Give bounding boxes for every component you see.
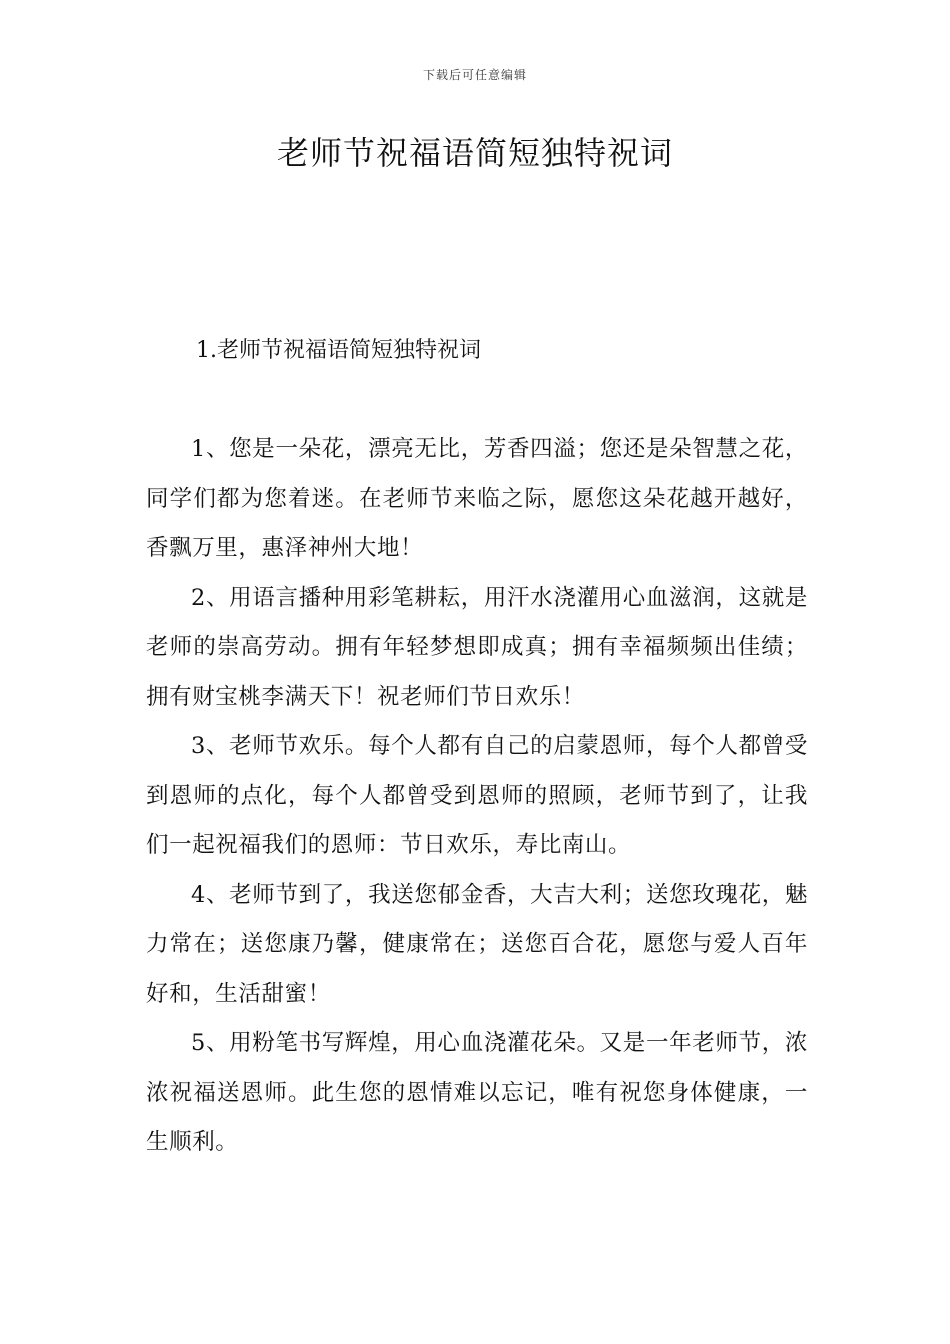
paragraph: 4、老师节到了，我送您郁金香，大吉大利；送您玫瑰花，魅力常在；送您康乃馨，健康常在；送您百合花，愿您与爱人百年好和，生活甜蜜！ — [146, 881, 808, 1007]
page-title: 老师节祝福语简短独特祝词 — [276, 134, 673, 172]
paragraph: 3、老师节欢乐。每个人都有自己的启蒙恩师，每个人都曾受到恩师的点化，每个人都曾受到恩师的照顾，老师节到了，让我们一起祝福我们的恩师：节日欢乐，寿比南山。 — [146, 733, 808, 858]
paragraph: 2、用语言播种用彩笔耕耘，用汗水浇灌用心血滋润，这就是老师的崇高劳动。拥有年轻梦想即成真；拥有幸福频频出佳绩；拥有财宝桃李满天下！祝老师们节日欢乐！ — [146, 584, 808, 710]
section-heading: 1.老师节祝福语简短独特祝词 — [196, 338, 481, 363]
header-note: 下载后可任意编辑 — [422, 68, 527, 82]
body-text — [146, 425, 808, 1168]
paragraph: 1、您是一朵花，漂亮无比，芳香四溢；您还是朵智慧之花，同学们都为您着迷。在老师节来临之际，愿您这朵花越开越好，香飘万里，惠泽神州大地！ — [146, 436, 808, 561]
paragraph: 5、用粉笔书写辉煌，用心血浇灌花朵。又是一年老师节，浓浓祝福送恩师。此生您的恩情难以忘记，唯有祝您身体健康，一生顺利。 — [146, 1030, 808, 1155]
